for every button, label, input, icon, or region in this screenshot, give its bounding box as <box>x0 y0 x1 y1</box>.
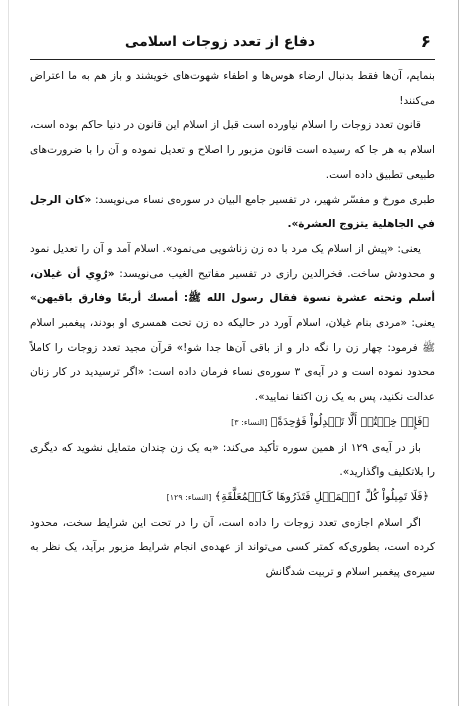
page-edge-left <box>8 0 9 706</box>
quran-verse-1: ﴿فَإِنۡ خِفۡتُمۡ أَلَّا تَعۡدِلُواْ فَوَٰحِدَةً﴾ <box>270 414 429 428</box>
paragraph-3-intro: طبری مورخ و مفسّر شهیر، در تفسیر جامع البیان در سوره‌ی نساء می‌نویسد: <box>91 193 435 206</box>
paragraph-6: اگر اسلام اجازه‌ی تعدد زوجات را داده است، آن را در تحت این شرایط سخت، محدود کرده است، بطوری‌که کمتر کسی می‌تواند از عهده‌ی انجام شرایط مزبور برآید، یک نظر به سیره‌ی پیغمبر اسلام و تربیت شدگانش <box>30 516 435 579</box>
verse-1-line <box>30 410 435 436</box>
running-title: دفاع از تعدد زوجات اسلامی <box>124 34 316 50</box>
header-rule <box>30 59 435 60</box>
arabic-quote-razi: «رُوِي أن غيلان، أسلم وتحته عشرة نسوة فقال رسول الله ﷺ: أمسك أربعًا وفارق باقيهن» <box>30 267 435 305</box>
verse-1-reference: [النساء: ۳] <box>231 417 268 427</box>
paragraph-5: باز در آیه‌ی ۱۲۹ از همین سوره تأکید می‌کند: «به یک زن چندان متمایل نشوید که دیگری را بلاتکلیف واگذارید». <box>30 441 435 479</box>
paragraph-3 <box>30 188 435 237</box>
paragraph-4-rest: یعنی: «مردی بنام غیلان، اسلام آورد در حالیکه ده زن تحت همسری او بودند، پیغمبر اسلام ﷺ فرمود: چهار زن را نگه دار و از باقی آن‌ها جدا شو!» قرآن مجید تعدد زوجات را کاملاً محدود نموده است و در آیه‌ی ۳ سوره‌ی نساء فرمان داده است: «اگر ترسیدید در کار زنان عدالت نکنید، پس به یک زن اکتفا نمایید». <box>30 317 435 404</box>
verse-2-line <box>30 485 435 511</box>
page-number: ۶ <box>420 32 431 52</box>
paragraph-4-intro: یعنی: «پیش از اسلام یک مرد با ده زن زناشویی می‌نمود». اسلام آمد و آن را تعدیل نمود و محدودش ساخت. فخرالدین رازی در تفسیر مفاتیح الغیب می‌نویسد: <box>30 242 435 280</box>
paragraph-4 <box>30 237 435 410</box>
verse-2-reference: [النساء: ۱۲۹] <box>166 492 212 502</box>
page-edge-right <box>458 0 459 706</box>
page-header <box>30 30 435 58</box>
arabic-quote-tabari: «كان الرجل في الجاهلية يتزوج العشرة». <box>30 193 435 231</box>
page-body <box>30 64 435 585</box>
quran-verse-2: ﴿فَلَا تَمِيلُواْ كُلَّ ٱلۡمَيۡلِ فَتَذَرُوهَا كَٱلۡمُعَلَّقَةِ﴾ <box>214 489 429 503</box>
paragraph-2: قانون تعدد زوجات را اسلام نیاورده است قبل از اسلام این قانون در دنیا حاکم بوده است، اسلام به هر جا که رسیده است قانون مزبور را اصلاح و تعدیل نموده و آن را با ضرورت‌های طبیعی تطبیق داده است. <box>30 119 435 181</box>
paragraph-1: بنمایم، آن‌ها فقط بدنبال ارضاء هوس‌ها و اطفاء شهوت‌های خویشند و باز هم به ما اعتراض می‌کنند! <box>30 70 435 107</box>
